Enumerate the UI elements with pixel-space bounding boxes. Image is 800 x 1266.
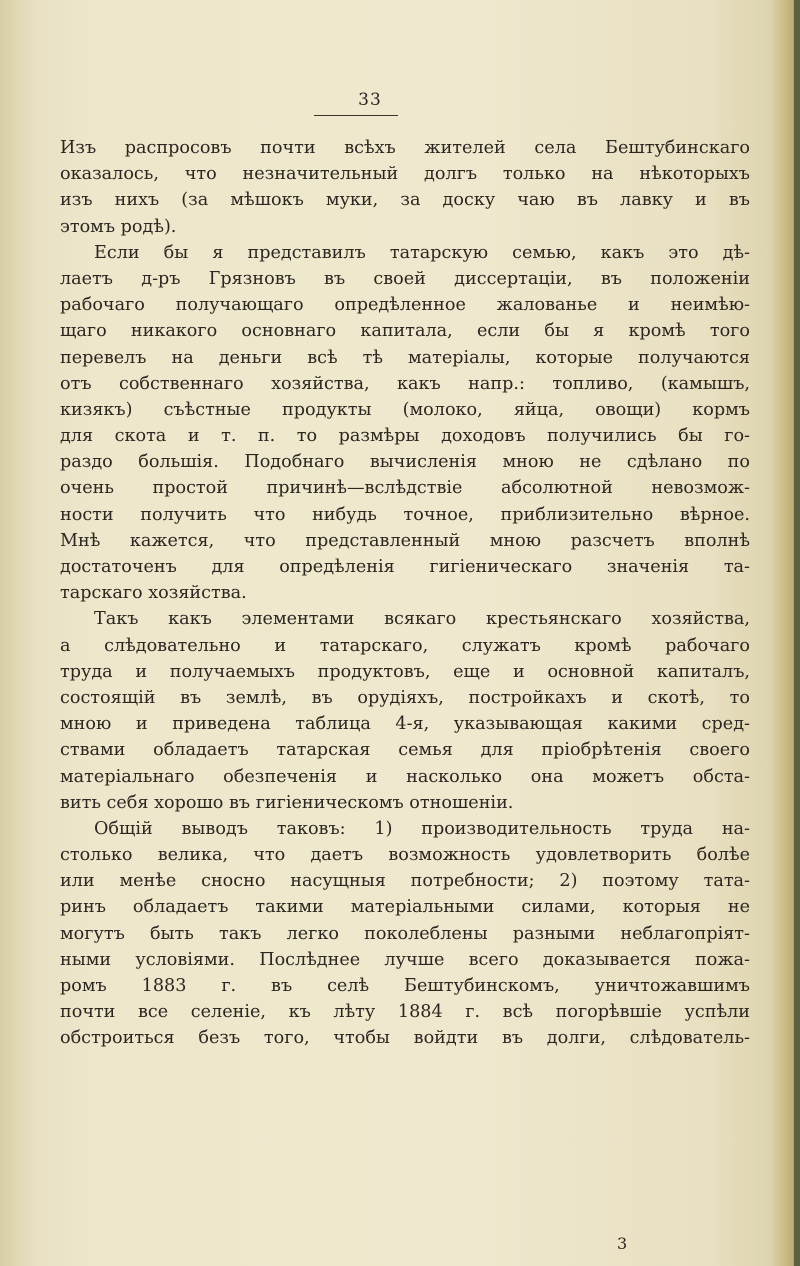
text-line: вить себя хорошо въ гигіеническомъ отношеніи. bbox=[60, 792, 514, 813]
text-line: отъ собственнаго хозяйства, какъ напр.: топливо, (камышъ, bbox=[60, 373, 750, 394]
text-line: труда и получаемыхъ продуктовъ, еще и основной капиталъ, bbox=[60, 661, 750, 682]
text-line: щаго никакого основнаго капитала, если бы я кромѣ того bbox=[60, 321, 750, 342]
text-line: почти все селеніе, къ лѣту 1884 г. всѣ погорѣвшіе успѣли bbox=[60, 1002, 750, 1023]
signature-mark: 3 bbox=[617, 1234, 628, 1253]
text-line: или менѣе сносно насущныя потребности; 2) поэтому тата- bbox=[60, 871, 750, 892]
text-line: ствами обладаетъ татарская семья для пріобрѣтенія своего bbox=[60, 740, 750, 761]
text-line: Изъ распросовъ почти всѣхъ жителей села Бештубинскаго bbox=[60, 138, 750, 158]
text-line: ромъ 1883 г. въ селѣ Бештубинскомъ, уничтожавшимъ bbox=[60, 976, 750, 996]
text-line: матеріальнаго обезпеченія и насколько она можетъ обста- bbox=[60, 766, 750, 787]
text-line: состоящій въ землѣ, въ орудіяхъ, постройкахъ и скотѣ, то bbox=[60, 687, 750, 708]
text-line: ными условіями. Послѣднее лучше всего доказывается пожа- bbox=[60, 949, 750, 970]
page-number: 33 bbox=[358, 90, 382, 110]
text-line: столько велика, что даетъ возможность удовлетворить болѣе bbox=[60, 845, 750, 866]
text-line: оказалось, что незначительный долгъ только на нѣкоторыхъ bbox=[60, 164, 750, 185]
text-line: ности получить что нибудь точное, приблизительно вѣрное. bbox=[60, 504, 750, 525]
text-line: могутъ быть такъ легко поколеблены разными неблагопріят- bbox=[60, 923, 750, 944]
text-line: тарскаго хозяйства. bbox=[60, 583, 247, 604]
text-line: этомъ родѣ). bbox=[60, 216, 177, 237]
text-line: достаточенъ для опредѣленія гигіеническаго значенія та- bbox=[60, 557, 750, 577]
text-line: мною и приведена таблица 4-я, указывающая какими сред- bbox=[60, 714, 750, 735]
text-line: раздо большія. Подобнаго вычисленія мною не сдѣлано по bbox=[60, 452, 750, 473]
text-line: Мнѣ кажется, что представленный мною разсчетъ вполнѣ bbox=[60, 530, 750, 551]
text-line: кизякъ) съѣстные продукты (молоко, яйца, овощи) кормъ bbox=[60, 399, 750, 420]
text-line: а слѣдовательно и татарскаго, служатъ кромѣ рабочаго bbox=[60, 635, 750, 656]
text-line: Общій выводъ таковъ: 1) производительность труда на- bbox=[94, 818, 750, 839]
text-line: перевелъ на деньги всѣ тѣ матеріалы, которые получаются bbox=[60, 347, 750, 368]
page-left-shadow bbox=[0, 0, 38, 1266]
text-line: для скота и т. п. то размѣры доходовъ получились бы го- bbox=[60, 426, 750, 447]
text-line: обстроиться безъ того, чтобы войдти въ долги, слѣдователь- bbox=[60, 1028, 750, 1049]
text-line: очень простой причинѣ—вслѣдствіе абсолютной невозмож- bbox=[60, 478, 750, 499]
book-binding-edge bbox=[794, 0, 800, 1266]
page-number-rule bbox=[314, 115, 398, 116]
body-text bbox=[60, 135, 750, 1052]
text-line: рабочаго получающаго опредѣленное жалованье и неимѣю- bbox=[60, 295, 750, 316]
text-line: ринъ обладаетъ такими матеріальными силами, которыя не bbox=[60, 897, 750, 918]
text-line: лаетъ д-ръ Грязновъ въ своей диссертаціи, въ положеніи bbox=[60, 268, 750, 289]
text-line: Такъ какъ элементами всякаго крестьянскаго хозяйства, bbox=[94, 609, 750, 630]
text-line: Если бы я представилъ татарскую семью, какъ это дѣ- bbox=[94, 242, 750, 263]
text-line: изъ нихъ (за мѣшокъ муки, за доску чаю въ лавку и въ bbox=[60, 190, 750, 211]
